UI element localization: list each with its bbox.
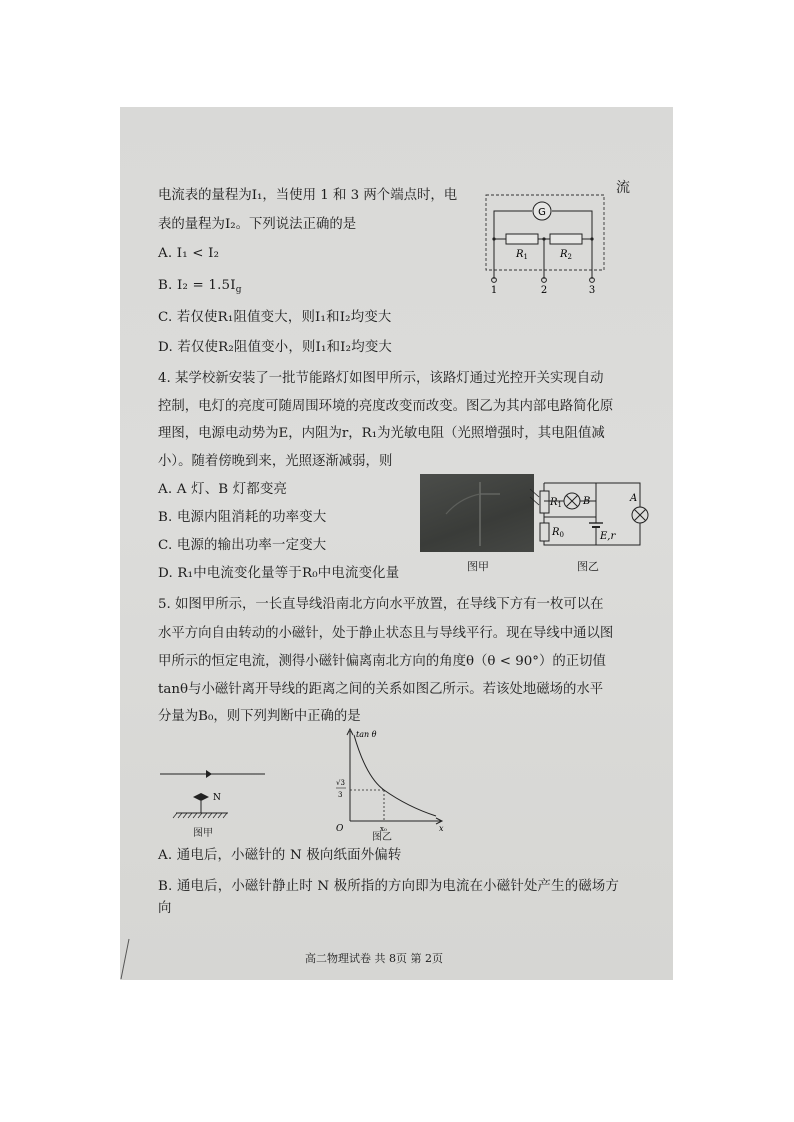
q3-line-1: 电流表的量程为I₁，当使用 1 和 3 两个端点时，电 — [158, 188, 458, 203]
q4-line-3: 理图，电源电动势为E，内阻为r，R₁为光敏电阻（光照增强时，其电阻值减 — [158, 426, 605, 441]
q4-option-a: A. A 灯、B 灯都变亮 — [158, 482, 288, 497]
q5-caption-left: 图甲 — [193, 828, 213, 839]
q3-circuit-diagram — [484, 193, 614, 296]
street-lamp-photo — [420, 474, 534, 552]
compass-needle-icon — [193, 793, 209, 801]
q5-line-2: 水平方向自由转动的小磁针，处于静止状态且与导线平行。现在导线中通以图 — [158, 626, 614, 641]
resistor-r2 — [550, 234, 582, 244]
q4-option-c: C. 电源的输出功率一定变大 — [158, 538, 327, 553]
q5-line-3: 甲所示的恒定电流，测得小磁针偏离南北方向的角度θ（θ < 90°）的正切值 — [158, 654, 606, 669]
lamp-a-label: A — [630, 493, 638, 504]
q3-line-2: 表的量程为I₂。下列说法正确的是 — [158, 217, 357, 232]
x-axis-label: x — [439, 824, 444, 833]
tan-curve — [354, 735, 436, 816]
q4-option-b: B. 电源内阻消耗的功率变大 — [158, 510, 327, 525]
photoresistor-r1 — [540, 491, 549, 513]
q4-option-d: D. R₁中电流变化量等于R₀中电流变化量 — [158, 566, 400, 581]
needle-n-label: N — [213, 793, 221, 803]
q4-r1-label: $R_1$ — [550, 497, 562, 509]
q3-cut-char: 流 — [616, 180, 630, 196]
x-tick-label: x₀ — [380, 825, 387, 833]
current-arrow-icon — [206, 770, 212, 778]
terminal-3-label: 3 — [588, 285, 596, 296]
y-tick-numerator: √3 — [336, 779, 345, 787]
page-footer: 高二物理试卷 共 8页 第 2页 — [305, 952, 443, 965]
y-axis-label: tan θ — [356, 730, 377, 739]
r1-label: $R_1$ — [516, 249, 528, 261]
origin-label: O — [336, 824, 344, 834]
q5-option-a: A. 通电后，小磁针的 N 极向纸面外偏转 — [158, 848, 402, 863]
q5-line-4: tanθ与小磁针离开导线的距离之间的关系如图乙所示。若该处地磁场的水平 — [158, 682, 604, 697]
q4-caption-left: 图甲 — [467, 560, 489, 573]
q5-caption-right: 图乙 — [372, 832, 392, 843]
q5-option-b-1: B. 通电后，小磁针静止时 N 极所指的方向即为电流在小磁针处产生的磁场方 — [158, 879, 620, 894]
resistor-r0 — [540, 523, 549, 541]
galvanometer-label: G — [538, 207, 546, 218]
y-tick-denominator: 3 — [338, 791, 343, 799]
exam-page — [120, 107, 673, 980]
q4-r0-label: $R_0$ — [552, 527, 564, 539]
q5-line-1: 5. 如图甲所示，一长直导线沿南北方向水平放置，在导线下方有一枚可以在 — [158, 597, 604, 612]
q5-wire-needle-diagram — [160, 757, 270, 823]
resistor-r1 — [506, 234, 538, 244]
source-label: E,r — [600, 531, 616, 542]
q4-circuit-diagram — [536, 473, 648, 555]
terminal-1-label: 1 — [490, 285, 498, 296]
q4-line-2: 控制，电灯的亮度可随周围环境的亮度改变而改变。图乙为其内部电路简化原 — [158, 399, 614, 414]
q5-tan-graph — [332, 727, 447, 834]
scan-edge-mark — [120, 935, 132, 980]
q4-line-4: 小）。随着傍晚到来，光照逐渐减弱，则 — [158, 454, 393, 469]
lamp-b-label: B — [583, 496, 591, 507]
terminal-2-label: 2 — [540, 285, 548, 296]
q3-option-d: D. 若仅使R₂阻值变小，则I₁和I₂均变大 — [158, 340, 393, 355]
lamp-silhouette-icon — [420, 474, 534, 552]
q4-line-1: 4. 某学校新安装了一批节能路灯如图甲所示，该路灯通过光控开关实现自动 — [158, 371, 604, 386]
q3-option-c: C. 若仅使R₁阻值变大，则I₁和I₂均变大 — [158, 310, 392, 325]
q3-option-b: B. $I_2 = 1.5I_g$ — [158, 278, 242, 295]
q5-option-b-2: 向 — [158, 901, 172, 916]
q5-line-5: 分量为B₀，则下列判断中正确的是 — [158, 709, 361, 724]
q3-option-a: A. I₁ < I₂ — [158, 246, 220, 261]
q4-caption-right: 图乙 — [577, 560, 599, 573]
r2-label: $R_2$ — [560, 249, 572, 261]
